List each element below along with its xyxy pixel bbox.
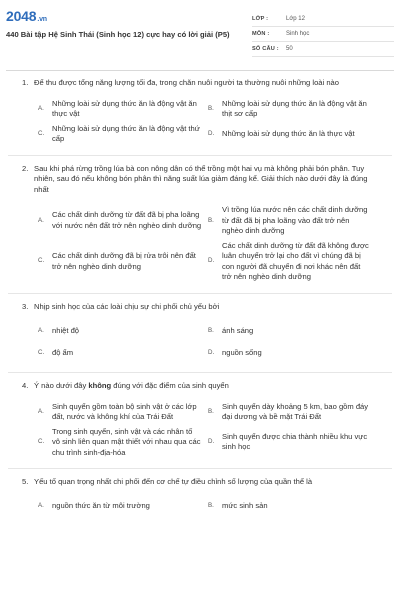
question-stem xyxy=(8,302,392,313)
answer-options xyxy=(8,400,392,461)
option-letter: C. xyxy=(38,129,45,137)
meta-row-subject xyxy=(252,27,394,42)
option-letter: D. xyxy=(208,348,215,356)
question-divider xyxy=(8,468,392,469)
question-text: Sau khi phá rừng trồng lúa bà con nông dân có thể trồng một hai vụ mà không phải bón phân. Tuy nhiên, sau đó nếu không bón phân thì năng suất lúa giảm đáng kể. Giải thích nào dưới đây là đúng nhất xyxy=(34,163,368,194)
question-text: Để thu được tổng năng lượng tối đa, trong chăn nuôi người ta thường nuôi những loài nào xyxy=(34,78,339,87)
document-title: 440 Bài tập Hệ Sinh Thái (Sinh học 12) cực hay có lời giải (P5) xyxy=(6,30,230,39)
option-text: Những loài sử dụng thức ăn là động vật ăn thịt sơ cấp xyxy=(222,98,367,118)
option-letter: A. xyxy=(38,104,44,112)
question-2 xyxy=(0,164,400,285)
logo-suffix: .vn xyxy=(37,16,47,23)
option-d[interactable] xyxy=(208,122,378,147)
option-letter: A. xyxy=(38,502,44,510)
option-b[interactable] xyxy=(208,400,378,425)
option-text: nguồn sống xyxy=(222,347,262,357)
option-a[interactable] xyxy=(38,320,208,342)
question-4 xyxy=(0,381,400,460)
option-text: Vì trồng lúa nước nên các chất dinh dưỡng từ đất đã bị pha loãng vào đất trở nên nghèo dinh dưỡng xyxy=(222,205,368,235)
question-text-emphasis: không xyxy=(88,381,112,390)
answer-options xyxy=(8,97,392,147)
option-letter: C. xyxy=(38,257,45,265)
option-d[interactable] xyxy=(208,342,378,364)
question-divider xyxy=(8,372,392,373)
question-text: Nhịp sinh học của các loài chịu sự chi phối chủ yếu bởi xyxy=(34,301,220,311)
header-divider xyxy=(6,70,394,71)
meta-key: SỐ CÂU : xyxy=(252,46,279,52)
option-c[interactable] xyxy=(38,342,208,364)
question-number: 5. xyxy=(22,477,29,486)
option-d[interactable] xyxy=(208,239,378,285)
meta-value: Lớp 12 xyxy=(286,16,305,22)
option-a[interactable] xyxy=(38,203,208,239)
option-letter: B. xyxy=(208,502,214,510)
option-letter: D. xyxy=(208,129,215,137)
meta-key: MÔN : xyxy=(252,31,270,37)
question-stem xyxy=(8,477,392,488)
answer-options xyxy=(8,203,392,285)
option-letter: B. xyxy=(208,407,214,415)
option-text: Sinh quyển dày khoảng 5 km, bao gồm đáy đại dương và bề mặt Trái Đất xyxy=(222,401,369,421)
meta-row-class xyxy=(252,12,394,27)
option-text: Những loài sử dụng thức ăn là thực vật xyxy=(222,128,355,138)
site-logo[interactable] xyxy=(6,8,47,24)
answer-options xyxy=(8,496,392,518)
option-text: độ ẩm xyxy=(52,347,74,357)
option-c[interactable] xyxy=(38,122,208,147)
option-letter: B. xyxy=(208,216,214,224)
question-3 xyxy=(0,302,400,365)
meta-value: Sinh học xyxy=(286,31,310,37)
option-a[interactable] xyxy=(38,97,208,122)
option-letter: C. xyxy=(38,348,45,356)
option-b[interactable] xyxy=(208,320,378,342)
option-text: nhiệt độ xyxy=(52,325,80,335)
logo-main: 2048 xyxy=(6,8,37,24)
question-divider xyxy=(8,293,392,294)
option-letter: D. xyxy=(208,257,215,265)
question-stem xyxy=(8,381,392,392)
option-a[interactable] xyxy=(38,400,208,425)
option-c[interactable] xyxy=(38,425,208,461)
question-5 xyxy=(0,477,400,518)
option-text: nguồn thức ăn từ môi trường xyxy=(52,501,150,511)
question-text-after: đúng với đặc điểm của sinh quyển xyxy=(111,381,229,390)
answer-options xyxy=(8,320,392,364)
question-stem xyxy=(8,164,392,196)
question-number: 4. xyxy=(22,381,29,390)
option-letter: D. xyxy=(208,438,215,445)
option-text: Những loài sử dụng thức ăn là động vật thứ cấp xyxy=(52,123,200,143)
meta-value: 50 xyxy=(286,46,293,52)
option-b[interactable] xyxy=(208,97,378,122)
question-text-before: Ý nào dưới đây xyxy=(34,381,89,390)
question-number: 3. xyxy=(22,301,29,311)
option-letter: C. xyxy=(38,438,45,445)
option-c[interactable] xyxy=(38,239,208,285)
option-d[interactable] xyxy=(208,425,378,461)
option-text: ánh sáng xyxy=(222,325,254,335)
option-text: Các chất dinh dưỡng từ đất đã không được luân chuyển trở lại cho đất vì chúng đã bị con người đã chuyển đi nơi khác nên đất trở nên nghèo dinh dưỡng xyxy=(222,240,369,281)
question-number: 1. xyxy=(22,78,29,87)
option-letter: B. xyxy=(208,104,214,112)
option-text: Những loài sử dụng thức ăn là động vật ăn thực vật xyxy=(52,98,197,118)
option-letter: A. xyxy=(38,407,44,415)
question-list xyxy=(0,78,400,518)
document-meta xyxy=(252,12,394,57)
option-b[interactable] xyxy=(208,203,378,239)
meta-row-count xyxy=(252,42,394,57)
option-text: Sinh quyển gồm toàn bộ sinh vật ở các lớp đất, nước và không khí của Trái Đất xyxy=(52,401,197,421)
option-letter: A. xyxy=(38,326,44,334)
option-a[interactable] xyxy=(38,496,208,518)
option-text: Trong sinh quyển, sinh vật và các nhân tố vô sinh liên quan mật thiết với nhau qua các chu trình sinh-địa-hóa xyxy=(52,426,201,457)
question-number: 2. xyxy=(22,163,29,173)
option-text: Các chất dinh dưỡng đã bị rửa trôi nên đất trở nên nghèo dinh dưỡng xyxy=(52,251,196,271)
option-b[interactable] xyxy=(208,496,378,518)
option-letter: A. xyxy=(38,216,44,224)
question-1 xyxy=(0,78,400,147)
option-text: mức sinh sản xyxy=(222,501,268,511)
question-stem xyxy=(8,78,392,89)
document-header xyxy=(0,0,400,64)
question-text xyxy=(34,381,392,392)
question-text: Yếu tố quan trọng nhất chi phối đến cơ chế tự điều chỉnh số lượng của quần thể là xyxy=(34,477,313,486)
option-text: Sinh quyển được chia thành nhiều khu vực sinh học xyxy=(222,431,368,452)
option-letter: B. xyxy=(208,326,214,334)
option-text: Các chất dinh dưỡng từ đất đã bị pha loãng với nước nên đất trở nên nghèo dinh dưỡng xyxy=(52,210,202,230)
question-divider xyxy=(8,155,392,156)
meta-key: LỚP : xyxy=(252,16,269,22)
